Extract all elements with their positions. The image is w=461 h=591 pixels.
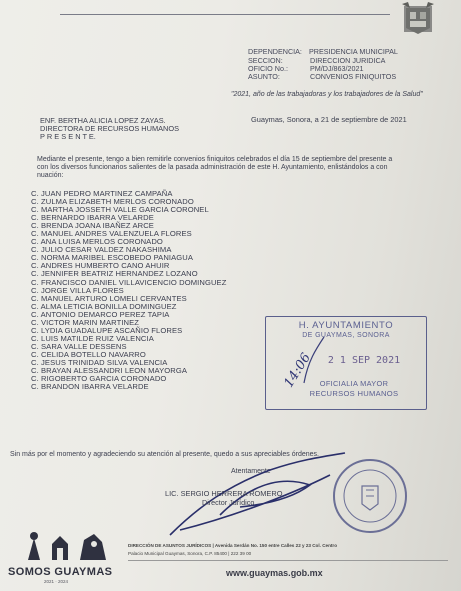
recipient-presente: P R E S E N T E. [40,132,96,141]
list-item: C. LUIS MATILDE RUIZ VALENCIA [31,333,154,343]
oficio-value: PM/DJ/863/2021 [310,64,364,73]
oficio-label: OFICIO No.: [248,64,288,73]
header-rule [60,14,390,15]
list-item: C. RIGOBERTO GARCIA CORONADO [31,374,167,384]
stamp-line-1: H. AYUNTAMIENTO [298,320,394,331]
list-item: C. MANUEL ARTURO LOMELI CERVANTES [31,293,187,303]
recipient-title: DIRECTORA DE RECURSOS HUMANOS [40,124,180,133]
signer-title: Director Jurídico [202,498,255,507]
list-item: C. BERNARDO IBARRA VELARDE [31,213,154,223]
date-line: Guaymas, Sonora, a 21 de septiembre de 2021 [251,115,407,124]
list-item: C. JUAN PEDRO MARTINEZ CAMPAÑA [31,189,173,198]
somos-guaymas-icons [22,530,112,562]
stamp-scribble [300,335,328,387]
list-item: C. BRANDON IBARRA VELARDE [31,382,149,392]
asunto-value: CONVENIOS FINIQUITOS [310,72,397,81]
list-item: C. ALMA LETICIA BONILLA DOMINGUEZ [31,301,177,311]
stamp-line-2: DE GUAYMAS, SONORA [302,332,390,339]
stamp-date: 2 1 SEP 2021 [327,355,401,366]
list-item: C. VICTOR MARIN MARTINEZ [31,317,140,327]
closing-line: Sin más por el momento y agradeciendo su atención al presente, quedo a sus apreciables órdenes. [10,451,319,458]
footer-address: Palacio Municipal Guaymas, Sonora, C.P. 85400 | 222 39 00 [128,551,252,556]
list-item: C. ZULMA ELIZABETH MERLOS CORONADO [31,197,194,207]
footer-dept: DIRECCIÓN DE ASUNTOS JURÍDICOS | Avenida Serdán No. 150 entre Calles 22 y 23 Col. Centro [128,543,337,548]
list-item: C. LYDIA GUADALUPE ASCAÑIO FLORES [31,325,183,335]
list-item: C. CELIDA BOTELLO NAVARRO [31,349,146,359]
list-item: C. ANTONIO DEMARCO PEREZ TAPIA [31,309,170,319]
list-item: C. ANA LUISA MERLOS CORONADO [31,237,163,247]
dependencia-value: PRESIDENCIA MUNICIPAL [309,47,398,56]
asunto-label: ASUNTO: [248,72,280,81]
website-link[interactable]: www.guaymas.gob.mx [226,568,323,578]
footer-rule [128,560,448,561]
employee-list [31,190,226,391]
list-item: C. ANDRES HUMBERTO CANO AHUIR [31,261,170,271]
received-stamp [265,316,427,410]
list-item: C. MARTHA JOSSETH VALLE GARCIA CORONEL [31,205,209,215]
list-item: C. FRANCISCO DANIEL VILLAVICENCIO DOMINGUEZ [31,277,227,287]
list-item: C. NORMA MARIBEL ESCOBEDO PANIAGUA [31,253,194,263]
handwritten-time: 14:06 [281,350,315,391]
signer-name: LIC. SERGIO HERRERA ROMERO [165,489,283,498]
seccion-value: DIRECCION JURIDICA [310,56,386,65]
list-item: C. BRENDA JOANA IBAÑEZ ARCE [31,221,154,231]
list-item: C. MANUEL ANDRES VALENZUELA FLORES [31,229,192,239]
body-line-2: con los diversos funcionarios salientes de la pasada administración de este H. Ayuntamiento, enlistándolos a con [37,164,388,171]
list-item: C. JESUS TRINIDAD SILVA VALENCIA [31,357,168,367]
body-line-1: Mediante el presente, tengo a bien remitirle convenios finiquitos celebrados el día 15 de septiembre del presente a [37,156,393,163]
atentamente: Atentamente [231,468,271,475]
list-item: C. BRAYAN ALESSANDRI LEON MAYORGA [31,366,188,376]
body-line-3: nuación: [37,172,64,179]
list-item: C. JORGE VILLA FLORES [31,285,124,295]
dependencia-label: DEPENDENCIA: [248,47,302,56]
list-item: C. JULIO CESAR VALDEZ NAKASHIMA [31,245,172,255]
year-motto: "2021, año de las trabajadoras y los trabajadores de la Salud" [231,91,423,98]
seccion-label: SECCION: [248,56,283,65]
municipal-crest-logo [398,0,438,38]
list-item: C. SARA VALLE DESSENS [31,341,127,351]
brand-name: SOMOS GUAYMAS [8,566,113,578]
recipient-name: ENF. BERTHA ALICIA LOPEZ ZAYAS. [40,116,166,125]
list-item: C. JENNIFER BEATRIZ HERNANDEZ LOZANO [31,269,198,279]
stamp-line-4: RECURSOS HUMANOS [309,389,399,398]
brand-years: 2021 · 2024 [44,579,69,584]
stamp-line-3: OFICIALIA MAYOR [319,379,389,388]
